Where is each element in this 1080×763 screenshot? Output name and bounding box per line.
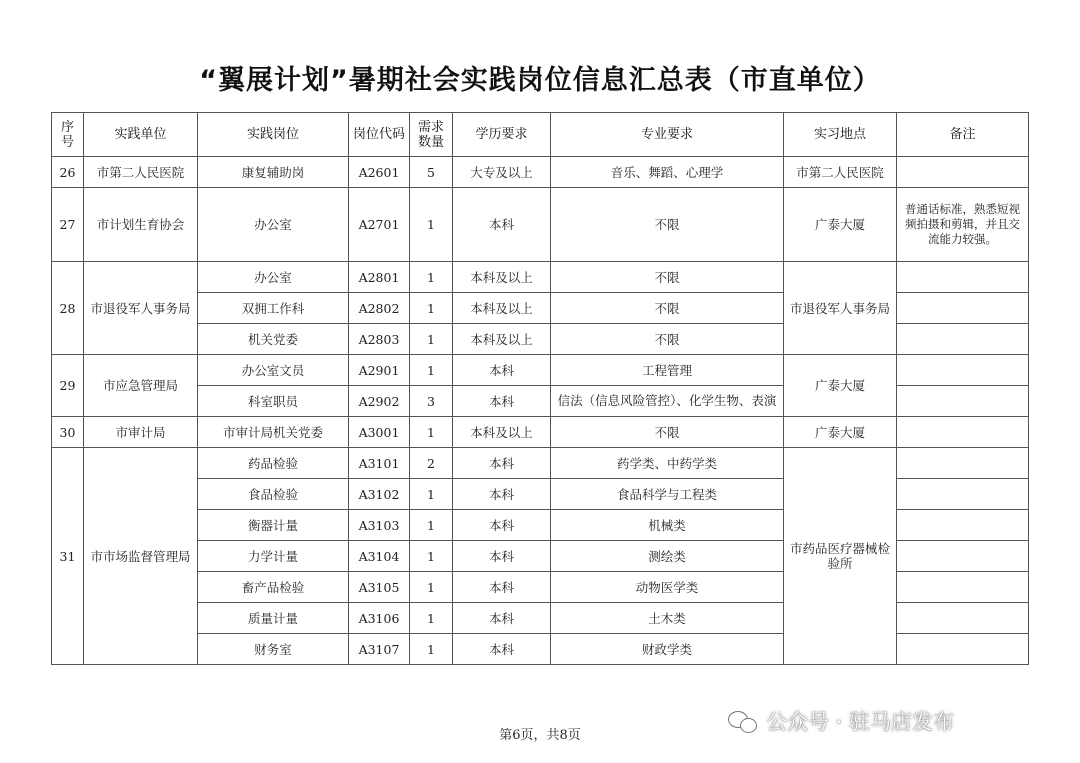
cell-note: 普通话标准，熟悉短视频拍摄和剪辑，并且交流能力较强。 (897, 188, 1029, 262)
cell-major: 不限 (551, 188, 784, 262)
cell-post: 财务室 (198, 634, 349, 665)
cell-place: 市第二人民医院 (784, 157, 897, 188)
cell-num: 1 (410, 634, 453, 665)
positions-table (51, 112, 1029, 665)
cell-major: 食品科学与工程类 (551, 479, 784, 510)
cell-seq: 26 (52, 157, 84, 188)
cell-code: A2801 (349, 262, 410, 293)
cell-seq: 30 (52, 417, 84, 448)
cell-unit: 市市场监督管理局 (84, 448, 198, 665)
cell-edu: 本科 (453, 541, 551, 572)
cell-note (897, 417, 1029, 448)
cell-num: 1 (410, 188, 453, 262)
header-place: 实习地点 (784, 113, 897, 157)
cell-post: 衡器计量 (198, 510, 349, 541)
table-row (52, 157, 1029, 188)
cell-code: A3001 (349, 417, 410, 448)
cell-unit: 市审计局 (84, 417, 198, 448)
cell-note (897, 448, 1029, 479)
cell-major: 药学类、中药学类 (551, 448, 784, 479)
cell-note (897, 479, 1029, 510)
cell-major: 信法（信息风险管控）、化学生物、表演 (551, 386, 784, 417)
table-row (52, 355, 1029, 386)
page-number: 第6页，共8页 (499, 728, 581, 743)
cell-num: 1 (410, 324, 453, 355)
cell-note (897, 603, 1029, 634)
cell-post: 市审计局机关党委 (198, 417, 349, 448)
cell-post: 药品检验 (198, 448, 349, 479)
cell-edu: 本科 (453, 572, 551, 603)
cell-edu: 本科 (453, 479, 551, 510)
cell-code: A3104 (349, 541, 410, 572)
cell-num: 1 (410, 541, 453, 572)
cell-edu: 大专及以上 (453, 157, 551, 188)
cell-code: A3103 (349, 510, 410, 541)
cell-post: 双拥工作科 (198, 293, 349, 324)
header-code: 岗位代码 (349, 113, 410, 157)
header-unit: 实践单位 (84, 113, 198, 157)
cell-code: A2901 (349, 355, 410, 386)
cell-note (897, 572, 1029, 603)
cell-major: 测绘类 (551, 541, 784, 572)
cell-post: 办公室 (198, 262, 349, 293)
watermark-text: 公众号 · 驻马店发布 (766, 710, 955, 734)
cell-place: 广泰大厦 (784, 355, 897, 417)
cell-major: 工程管理 (551, 355, 784, 386)
cell-major: 不限 (551, 262, 784, 293)
table-row (52, 262, 1029, 293)
cell-note (897, 510, 1029, 541)
cell-major: 不限 (551, 293, 784, 324)
cell-num: 1 (410, 572, 453, 603)
header-major: 专业要求 (551, 113, 784, 157)
cell-num: 5 (410, 157, 453, 188)
cell-num: 1 (410, 355, 453, 386)
cell-place: 市退役军人事务局 (784, 262, 897, 355)
cell-post: 食品检验 (198, 479, 349, 510)
cell-post: 力学计量 (198, 541, 349, 572)
cell-note (897, 386, 1029, 417)
cell-major: 不限 (551, 417, 784, 448)
cell-edu: 本科 (453, 510, 551, 541)
cell-place: 广泰大厦 (784, 417, 897, 448)
cell-major: 财政学类 (551, 634, 784, 665)
cell-seq: 27 (52, 188, 84, 262)
cell-edu: 本科及以上 (453, 262, 551, 293)
cell-code: A2803 (349, 324, 410, 355)
cell-post: 康复辅助岗 (198, 157, 349, 188)
cell-code: A3107 (349, 634, 410, 665)
cell-major: 音乐、舞蹈、心理学 (551, 157, 784, 188)
header-edu: 学历要求 (453, 113, 551, 157)
cell-num: 2 (410, 448, 453, 479)
cell-unit: 市退役军人事务局 (84, 262, 198, 355)
cell-num: 3 (410, 386, 453, 417)
cell-major: 机械类 (551, 510, 784, 541)
cell-note (897, 324, 1029, 355)
header-note: 备注 (897, 113, 1029, 157)
page-title: “翼展计划”暑期社会实践岗位信息汇总表（市直单位） (199, 65, 881, 96)
cell-edu: 本科 (453, 634, 551, 665)
cell-note (897, 262, 1029, 293)
table-row (52, 448, 1029, 479)
header-num: 需求数量 (410, 113, 453, 157)
cell-code: A3106 (349, 603, 410, 634)
cell-edu: 本科及以上 (453, 324, 551, 355)
cell-edu: 本科及以上 (453, 417, 551, 448)
cell-post: 科室职员 (198, 386, 349, 417)
cell-edu: 本科 (453, 448, 551, 479)
cell-edu: 本科及以上 (453, 293, 551, 324)
cell-note (897, 541, 1029, 572)
cell-code: A2601 (349, 157, 410, 188)
table-header-row (52, 113, 1029, 157)
cell-post: 办公室 (198, 188, 349, 262)
cell-note (897, 293, 1029, 324)
cell-place: 广泰大厦 (784, 188, 897, 262)
cell-seq: 31 (52, 448, 84, 665)
header-seq: 序号 (52, 113, 84, 157)
cell-post: 质量计量 (198, 603, 349, 634)
table-row (52, 417, 1029, 448)
cell-edu: 本科 (453, 603, 551, 634)
cell-post: 畜产品检验 (198, 572, 349, 603)
cell-num: 1 (410, 293, 453, 324)
cell-code: A2701 (349, 188, 410, 262)
cell-num: 1 (410, 510, 453, 541)
cell-post: 机关党委 (198, 324, 349, 355)
wechat-icon (728, 709, 758, 733)
table-row (52, 188, 1029, 262)
cell-num: 1 (410, 479, 453, 510)
cell-note (897, 157, 1029, 188)
cell-seq: 28 (52, 262, 84, 355)
cell-note (897, 355, 1029, 386)
cell-edu: 本科 (453, 355, 551, 386)
cell-code: A3101 (349, 448, 410, 479)
cell-num: 1 (410, 262, 453, 293)
cell-place: 市药品医疗器械检验所 (784, 448, 897, 665)
cell-unit: 市计划生育协会 (84, 188, 198, 262)
cell-num: 1 (410, 603, 453, 634)
cell-unit: 市第二人民医院 (84, 157, 198, 188)
cell-post: 办公室文员 (198, 355, 349, 386)
cell-major: 土木类 (551, 603, 784, 634)
cell-code: A3102 (349, 479, 410, 510)
watermark (728, 706, 954, 736)
cell-note (897, 634, 1029, 665)
cell-code: A3105 (349, 572, 410, 603)
cell-num: 1 (410, 417, 453, 448)
header-post: 实践岗位 (198, 113, 349, 157)
cell-major: 动物医学类 (551, 572, 784, 603)
cell-code: A2902 (349, 386, 410, 417)
cell-unit: 市应急管理局 (84, 355, 198, 417)
cell-edu: 本科 (453, 386, 551, 417)
cell-code: A2802 (349, 293, 410, 324)
cell-major: 不限 (551, 324, 784, 355)
cell-seq: 29 (52, 355, 84, 417)
cell-edu: 本科 (453, 188, 551, 262)
